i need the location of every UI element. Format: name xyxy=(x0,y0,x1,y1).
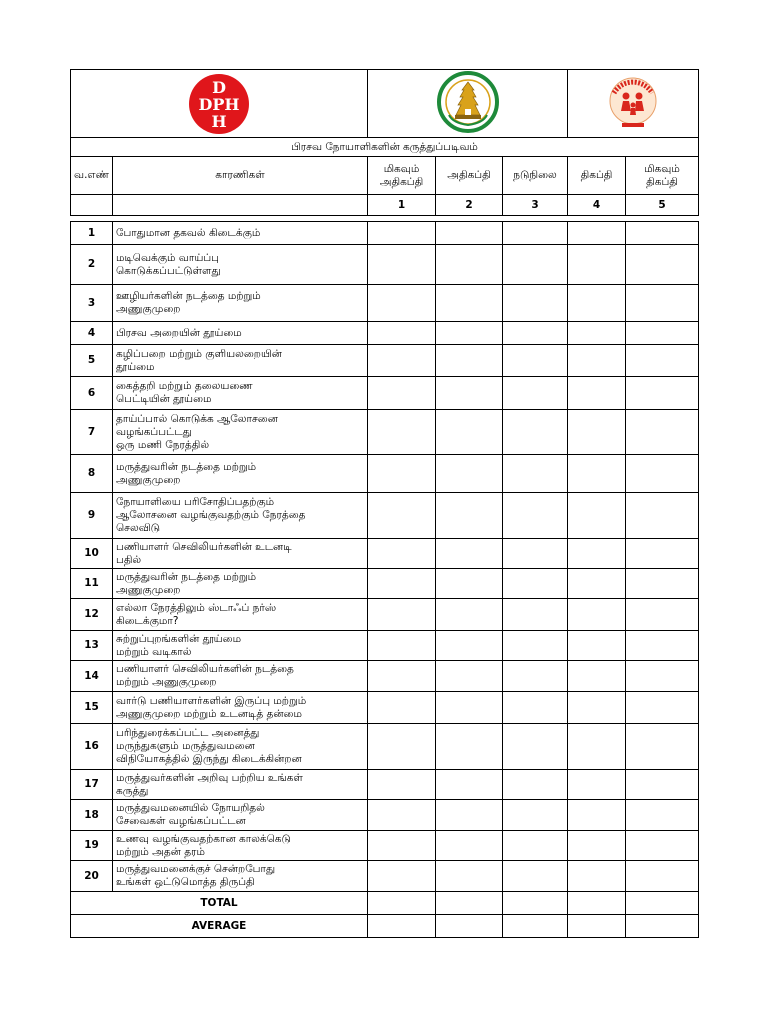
question-text: எல்லா நேரத்திலும் ஸ்டாஃப் நர்ஸ் கிடைக்குமா? xyxy=(113,599,368,631)
rating-cell-5[interactable] xyxy=(626,345,699,377)
scale-blank xyxy=(113,195,368,216)
rating-cell-3[interactable] xyxy=(503,455,568,493)
rating-cell-4[interactable] xyxy=(568,345,626,377)
rating-cell-4[interactable] xyxy=(568,692,626,724)
rating-cell-5[interactable] xyxy=(626,569,699,599)
rating-cell-5[interactable] xyxy=(626,599,699,631)
question-row xyxy=(71,539,699,569)
rating-cell-5[interactable] xyxy=(626,831,699,861)
rating-cell-2[interactable] xyxy=(436,493,503,539)
rating-cell-3[interactable] xyxy=(503,539,568,569)
rating-cell-4[interactable] xyxy=(568,800,626,831)
scale-blank xyxy=(71,195,113,216)
feedback-form-table xyxy=(70,69,699,938)
rating-cell-3[interactable] xyxy=(503,285,568,322)
rating-cell-4[interactable] xyxy=(568,493,626,539)
question-row xyxy=(71,599,699,631)
question-row xyxy=(71,345,699,377)
rating-cell-4[interactable] xyxy=(568,861,626,892)
question-row xyxy=(71,770,699,800)
question-text: மருத்துவமனையில் நோயறிதல் சேவைகள் வழங்கப்பட்டன xyxy=(113,800,368,831)
rating-cell-4[interactable] xyxy=(568,222,626,245)
rating-cell-1[interactable] xyxy=(368,539,436,569)
question-row xyxy=(71,724,699,770)
scale-value-2: 2 xyxy=(436,195,503,216)
question-number: 9 xyxy=(71,493,113,539)
question-row xyxy=(71,285,699,322)
rating-cell-2[interactable] xyxy=(436,410,503,455)
rating-cell-3[interactable] xyxy=(503,569,568,599)
question-text: கழிப்பறை மற்றும் குளியலறையின் தூய்மை xyxy=(113,345,368,377)
rating-cell-4[interactable] xyxy=(568,770,626,800)
rating-cell-5[interactable] xyxy=(626,222,699,245)
question-row xyxy=(71,661,699,692)
rating-cell-2[interactable] xyxy=(436,285,503,322)
rating-cell-1[interactable] xyxy=(368,493,436,539)
rating-cell-4[interactable] xyxy=(568,569,626,599)
question-number: 6 xyxy=(71,377,113,410)
question-number: 1 xyxy=(71,222,113,245)
question-number: 19 xyxy=(71,831,113,861)
rating-cell-5[interactable] xyxy=(626,377,699,410)
rating-cell-3[interactable] xyxy=(503,599,568,631)
rating-header-5: மிகவும் திகப்தி xyxy=(626,157,699,195)
question-number: 14 xyxy=(71,661,113,692)
rating-cell-4[interactable] xyxy=(568,661,626,692)
rating-cell-3[interactable] xyxy=(503,861,568,892)
rating-cell-5[interactable] xyxy=(626,455,699,493)
rating-cell-2[interactable] xyxy=(436,661,503,692)
question-text: மருத்துவரின் நடத்தை மற்றும் அணுகுமுறை xyxy=(113,569,368,599)
question-text: மருத்துவர்களின் அறிவு பற்றிய உங்கள் கருத்து xyxy=(113,770,368,800)
question-number: 8 xyxy=(71,455,113,493)
rating-cell-3[interactable] xyxy=(503,377,568,410)
rating-cell-5[interactable] xyxy=(626,661,699,692)
question-text: போதுமான தகவல் கிடைக்கும் xyxy=(113,222,368,245)
rating-cell-3[interactable] xyxy=(503,631,568,661)
rating-cell-3[interactable] xyxy=(503,222,568,245)
rating-cell-3[interactable] xyxy=(503,692,568,724)
rating-cell-2[interactable] xyxy=(436,569,503,599)
rating-cell-3[interactable] xyxy=(503,345,568,377)
question-row xyxy=(71,377,699,410)
question-row xyxy=(71,569,699,599)
rating-cell-1[interactable] xyxy=(368,569,436,599)
question-number: 3 xyxy=(71,285,113,322)
rating-cell-1[interactable] xyxy=(368,800,436,831)
question-number: 17 xyxy=(71,770,113,800)
total-cell-1[interactable] xyxy=(368,892,436,915)
rating-cell-4[interactable] xyxy=(568,631,626,661)
question-text: பணியாளர் செவிலியர்களின் உடனடி பதில் xyxy=(113,539,368,569)
rating-cell-2[interactable] xyxy=(436,245,503,285)
rating-cell-5[interactable] xyxy=(626,493,699,539)
rating-cell-4[interactable] xyxy=(568,410,626,455)
rating-cell-2[interactable] xyxy=(436,861,503,892)
rating-cell-4[interactable] xyxy=(568,455,626,493)
logo-row xyxy=(71,70,699,138)
rating-cell-4[interactable] xyxy=(568,322,626,345)
rating-cell-1[interactable] xyxy=(368,599,436,631)
rating-cell-2[interactable] xyxy=(436,455,503,493)
emblem-logo-cell xyxy=(368,70,568,138)
scale-value-3: 3 xyxy=(503,195,568,216)
question-text: மடிவெக்கும் வாய்ப்பு கொடுக்கப்பட்டுள்ளது xyxy=(113,245,368,285)
rating-cell-5[interactable] xyxy=(626,285,699,322)
question-text: நோயாளியை பரிசோதிப்பதற்கும் ஆலோசனை வழங்குவதற்கும் நேரத்தை செலவிடு xyxy=(113,493,368,539)
question-text: பணியாளர் செவிலியர்களின் நடத்தை மற்றும் அணுகுமுறை xyxy=(113,661,368,692)
rating-cell-1[interactable] xyxy=(368,770,436,800)
rating-cell-1[interactable] xyxy=(368,692,436,724)
total-cell-4[interactable] xyxy=(568,892,626,915)
rating-cell-5[interactable] xyxy=(626,800,699,831)
question-number: 2 xyxy=(71,245,113,285)
rating-cell-4[interactable] xyxy=(568,831,626,861)
rating-cell-1[interactable] xyxy=(368,861,436,892)
reasons-header: காரணிகள் xyxy=(113,157,368,195)
rating-cell-3[interactable] xyxy=(503,770,568,800)
rating-cell-3[interactable] xyxy=(503,493,568,539)
rating-cell-3[interactable] xyxy=(503,661,568,692)
scale-value-5: 5 xyxy=(626,195,699,216)
total-cell-2[interactable] xyxy=(436,892,503,915)
question-row xyxy=(71,222,699,245)
rating-cell-5[interactable] xyxy=(626,692,699,724)
rating-cell-1[interactable] xyxy=(368,322,436,345)
question-text: கைத்தறி மற்றும் தலையணை பெட்டியின் தூய்மை xyxy=(113,377,368,410)
average-cell-2[interactable] xyxy=(436,915,503,938)
question-row xyxy=(71,410,699,455)
scale-value-1: 1 xyxy=(368,195,436,216)
rating-cell-3[interactable] xyxy=(503,724,568,770)
rating-cell-2[interactable] xyxy=(436,345,503,377)
average-label: AVERAGE xyxy=(71,915,368,938)
question-number: 11 xyxy=(71,569,113,599)
question-number: 5 xyxy=(71,345,113,377)
rating-header-2: அதிகப்தி xyxy=(436,157,503,195)
rating-cell-2[interactable] xyxy=(436,222,503,245)
average-cell-4[interactable] xyxy=(568,915,626,938)
question-text: தாய்ப்பால் கொடுக்க ஆலோசனை வழங்கப்பட்டது ஒரு மணி நேரத்தில் xyxy=(113,410,368,455)
question-text: பிரசவ அறையின் தூய்மை xyxy=(113,322,368,345)
rating-cell-4[interactable] xyxy=(568,724,626,770)
rating-cell-5[interactable] xyxy=(626,410,699,455)
rating-cell-4[interactable] xyxy=(568,539,626,569)
average-cell-3[interactable] xyxy=(503,915,568,938)
rating-cell-3[interactable] xyxy=(503,245,568,285)
scale-row xyxy=(71,195,699,216)
average-row xyxy=(71,915,699,938)
question-number: 13 xyxy=(71,631,113,661)
rating-cell-3[interactable] xyxy=(503,831,568,861)
total-label: TOTAL xyxy=(71,892,368,915)
question-row xyxy=(71,245,699,285)
rating-cell-2[interactable] xyxy=(436,800,503,831)
question-number: 7 xyxy=(71,410,113,455)
rating-cell-1[interactable] xyxy=(368,377,436,410)
rating-header-1: மிகவும் அதிகப்தி xyxy=(368,157,436,195)
question-number: 20 xyxy=(71,861,113,892)
title-row xyxy=(71,138,699,157)
question-text: ஊழியர்களின் நடத்தை மற்றும் அணுகுமுறை xyxy=(113,285,368,322)
sno-header: வ.எண் xyxy=(71,157,113,195)
average-cell-5[interactable] xyxy=(626,915,699,938)
question-text: சுற்றுப்புறங்களின் தூய்மை மற்றும் வடிகால் xyxy=(113,631,368,661)
question-number: 12 xyxy=(71,599,113,631)
rating-cell-5[interactable] xyxy=(626,322,699,345)
rating-cell-1[interactable] xyxy=(368,831,436,861)
rating-cell-2[interactable] xyxy=(436,599,503,631)
rating-cell-2[interactable] xyxy=(436,831,503,861)
rating-cell-4[interactable] xyxy=(568,599,626,631)
dph-logo: D DPH H xyxy=(189,74,249,134)
rating-cell-1[interactable] xyxy=(368,631,436,661)
rating-cell-1[interactable] xyxy=(368,455,436,493)
question-row xyxy=(71,493,699,539)
rating-cell-2[interactable] xyxy=(436,377,503,410)
nhm-logo-cell xyxy=(568,70,699,138)
question-row xyxy=(71,861,699,892)
total-cell-5[interactable] xyxy=(626,892,699,915)
question-number: 10 xyxy=(71,539,113,569)
rating-cell-3[interactable] xyxy=(503,800,568,831)
question-row xyxy=(71,631,699,661)
scale-value-4: 4 xyxy=(568,195,626,216)
rating-cell-5[interactable] xyxy=(626,724,699,770)
question-text: மருத்துவமனைக்குச் சென்றபோது உங்கள் ஒட்டுமொத்த திருப்தி xyxy=(113,861,368,892)
total-cell-3[interactable] xyxy=(503,892,568,915)
rating-cell-1[interactable] xyxy=(368,724,436,770)
rating-header-3: நடுநிலை xyxy=(503,157,568,195)
rating-cell-5[interactable] xyxy=(626,539,699,569)
rating-cell-1[interactable] xyxy=(368,661,436,692)
question-number: 4 xyxy=(71,322,113,345)
question-row xyxy=(71,322,699,345)
form-title: பிரசவ நோயாளிகளின் கருத்துப்படிவம் xyxy=(71,138,699,157)
average-cell-1[interactable] xyxy=(368,915,436,938)
question-row xyxy=(71,800,699,831)
rating-cell-1[interactable] xyxy=(368,410,436,455)
rating-cell-5[interactable] xyxy=(626,631,699,661)
rating-cell-3[interactable] xyxy=(503,322,568,345)
question-text: மருத்துவரின் நடத்தை மற்றும் அணுகுமுறை xyxy=(113,455,368,493)
question-text: வார்டு பணியாளர்களின் இருப்பு மற்றும் அணுகுமுறை மற்றும் உடனடித் தன்மை xyxy=(113,692,368,724)
rating-cell-4[interactable] xyxy=(568,285,626,322)
rating-cell-5[interactable] xyxy=(626,861,699,892)
question-number: 18 xyxy=(71,800,113,831)
header-row xyxy=(71,157,699,195)
question-number: 16 xyxy=(71,724,113,770)
rating-cell-1[interactable] xyxy=(368,345,436,377)
question-row xyxy=(71,831,699,861)
rating-cell-1[interactable] xyxy=(368,222,436,245)
tamil-nadu-emblem-icon xyxy=(437,71,499,133)
question-text: உணவு வழங்குவதற்கான காலக்கெடு மற்றும் அதன் தரம் xyxy=(113,831,368,861)
question-text: பரிந்துரைக்கப்பட்ட அனைத்து மருந்துகளும் மருத்துவமனை விநியோகத்தில் இருந்து கிடைக்கின்றன xyxy=(113,724,368,770)
dph-logo-cell xyxy=(71,70,368,138)
rating-cell-2[interactable] xyxy=(436,631,503,661)
national-health-mission-logo-icon xyxy=(602,71,664,133)
rating-header-4: திகப்தி xyxy=(568,157,626,195)
rating-cell-5[interactable] xyxy=(626,770,699,800)
rating-cell-2[interactable] xyxy=(436,770,503,800)
question-number: 15 xyxy=(71,692,113,724)
rating-cell-2[interactable] xyxy=(436,539,503,569)
rating-cell-4[interactable] xyxy=(568,245,626,285)
rating-cell-2[interactable] xyxy=(436,692,503,724)
rating-cell-2[interactable] xyxy=(436,322,503,345)
rating-cell-3[interactable] xyxy=(503,410,568,455)
rating-cell-1[interactable] xyxy=(368,245,436,285)
question-row xyxy=(71,692,699,724)
question-row xyxy=(71,455,699,493)
rating-cell-2[interactable] xyxy=(436,724,503,770)
rating-cell-1[interactable] xyxy=(368,285,436,322)
total-row xyxy=(71,892,699,915)
rating-cell-5[interactable] xyxy=(626,245,699,285)
rating-cell-4[interactable] xyxy=(568,377,626,410)
